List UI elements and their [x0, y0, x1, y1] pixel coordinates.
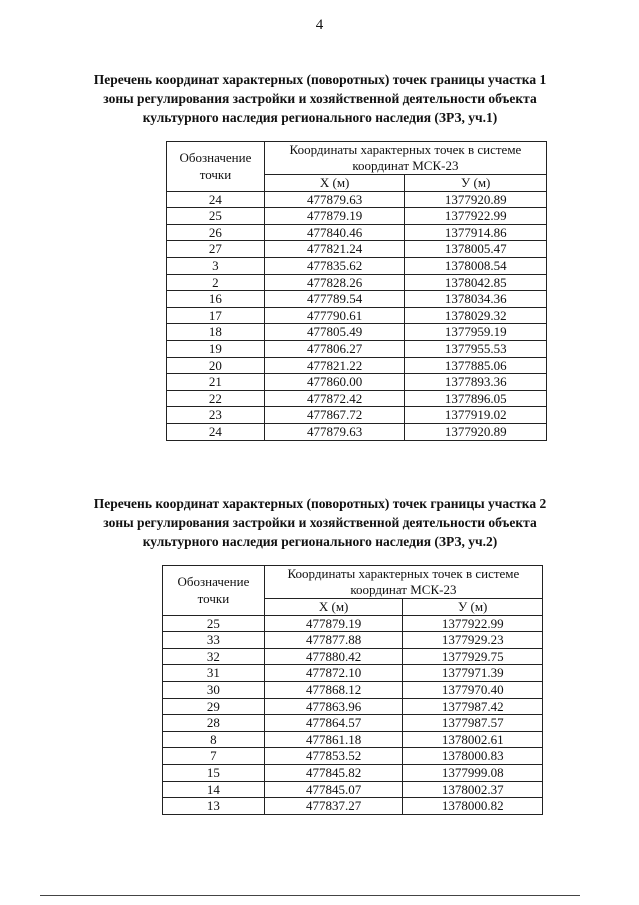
- section-1-heading: [80, 70, 560, 127]
- y-coordinate-cell: 1377929.75: [403, 648, 543, 665]
- table-row: [163, 698, 543, 715]
- table-row: [167, 407, 547, 424]
- point-id-cell: 29: [163, 698, 265, 715]
- x-coordinate-cell: 477790.61: [264, 307, 405, 324]
- section-2-heading: [80, 494, 560, 551]
- point-id-cell: 16: [167, 291, 265, 308]
- y-coordinate-cell: 1378034.36: [405, 291, 547, 308]
- point-id-cell: 27: [167, 241, 265, 258]
- table-row: [163, 681, 543, 698]
- table-row: [167, 257, 547, 274]
- x-coordinate-cell: 477845.82: [264, 764, 403, 781]
- point-id-cell: 14: [163, 781, 265, 798]
- x-coordinate-cell: 477835.62: [264, 257, 405, 274]
- x-coordinate-cell: 477845.07: [264, 781, 403, 798]
- table-row: [167, 241, 547, 258]
- table-row: [167, 274, 547, 291]
- x-coordinate-cell: 477879.63: [264, 191, 405, 208]
- x-coordinate-cell: 477821.24: [264, 241, 405, 258]
- point-id-cell: 20: [167, 357, 265, 374]
- y-coordinate-cell: 1377885.06: [405, 357, 547, 374]
- x-coordinate-cell: 477860.00: [264, 374, 405, 391]
- y-coordinate-cell: 1377922.99: [405, 208, 547, 225]
- y-coordinate-cell: 1377970.40: [403, 681, 543, 698]
- point-id-cell: 25: [163, 615, 265, 632]
- heading-line: зоны регулирования застройки и хозяйственной деятельности объекта: [103, 91, 537, 106]
- point-id-cell: 22: [167, 390, 265, 407]
- table-row: [163, 731, 543, 748]
- heading-line: культурного наследия регионального наследия (ЗРЗ, уч.1): [142, 110, 498, 125]
- point-id-cell: 17: [167, 307, 265, 324]
- x-coordinate-cell: 477805.49: [264, 324, 405, 341]
- table-row: [163, 632, 543, 649]
- x-coordinate-cell: 477872.42: [264, 390, 405, 407]
- table-row: [167, 324, 547, 341]
- page-number: 4: [315, 17, 324, 33]
- x-coordinate-cell: 477864.57: [264, 715, 403, 732]
- x-coordinate-cell: 477840.46: [264, 224, 405, 241]
- table-row: [163, 665, 543, 682]
- x-coordinate-cell: 477879.63: [264, 423, 405, 440]
- header-x: Х (м): [264, 175, 405, 192]
- x-coordinate-cell: 477872.10: [264, 665, 403, 682]
- coordinates-table-1: [166, 141, 547, 441]
- x-coordinate-cell: 477789.54: [264, 291, 405, 308]
- point-id-cell: 23: [167, 407, 265, 424]
- y-coordinate-cell: 1377929.23: [403, 632, 543, 649]
- x-coordinate-cell: 477837.27: [264, 798, 403, 815]
- heading-line: Перечень координат характерных (поворотных) точек границы участка 1: [93, 72, 547, 87]
- point-id-cell: 8: [163, 731, 265, 748]
- header-y: У (м): [405, 175, 547, 192]
- point-id-cell: 24: [167, 191, 265, 208]
- bottom-rule: [40, 895, 580, 896]
- table-1-body: [167, 191, 547, 440]
- y-coordinate-cell: 1377999.08: [403, 764, 543, 781]
- y-coordinate-cell: 1378042.85: [405, 274, 547, 291]
- header-y: У (м): [403, 599, 543, 616]
- point-id-cell: 18: [167, 324, 265, 341]
- y-coordinate-cell: 1377893.36: [405, 374, 547, 391]
- table-row: [163, 764, 543, 781]
- y-coordinate-cell: 1377896.05: [405, 390, 547, 407]
- x-coordinate-cell: 477828.26: [264, 274, 405, 291]
- y-coordinate-cell: 1377955.53: [405, 340, 547, 357]
- y-coordinate-cell: 1378008.54: [405, 257, 547, 274]
- y-coordinate-cell: 1377914.86: [405, 224, 547, 241]
- point-id-cell: 31: [163, 665, 265, 682]
- y-coordinate-cell: 1378005.47: [405, 241, 547, 258]
- x-coordinate-cell: 477879.19: [264, 208, 405, 225]
- x-coordinate-cell: 477867.72: [264, 407, 405, 424]
- coordinates-table-2: [162, 565, 543, 815]
- table-row: [167, 390, 547, 407]
- x-coordinate-cell: 477853.52: [264, 748, 403, 765]
- y-coordinate-cell: 1377922.99: [403, 615, 543, 632]
- x-coordinate-cell: 477806.27: [264, 340, 405, 357]
- header-point: Обозначение точки: [163, 566, 265, 616]
- table-row: [167, 191, 547, 208]
- point-id-cell: 28: [163, 715, 265, 732]
- table-row: [163, 798, 543, 815]
- x-coordinate-cell: 477880.42: [264, 648, 403, 665]
- point-id-cell: 25: [167, 208, 265, 225]
- table-row: [163, 748, 543, 765]
- table-row: [167, 224, 547, 241]
- y-coordinate-cell: 1377920.89: [405, 191, 547, 208]
- x-coordinate-cell: 477821.22: [264, 357, 405, 374]
- y-coordinate-cell: 1377987.42: [403, 698, 543, 715]
- x-coordinate-cell: 477879.19: [264, 615, 403, 632]
- header-point: Обозначение точки: [167, 142, 265, 192]
- y-coordinate-cell: 1377919.02: [405, 407, 547, 424]
- y-coordinate-cell: 1377920.89: [405, 423, 547, 440]
- table-row: [163, 715, 543, 732]
- x-coordinate-cell: 477877.88: [264, 632, 403, 649]
- point-id-cell: 26: [167, 224, 265, 241]
- table-row: [163, 781, 543, 798]
- y-coordinate-cell: 1377987.57: [403, 715, 543, 732]
- x-coordinate-cell: 477868.12: [264, 681, 403, 698]
- point-id-cell: 30: [163, 681, 265, 698]
- point-id-cell: 3: [167, 257, 265, 274]
- table-row: [167, 340, 547, 357]
- point-id-cell: 15: [163, 764, 265, 781]
- y-coordinate-cell: 1377959.19: [405, 324, 547, 341]
- point-id-cell: 2: [167, 274, 265, 291]
- table-row: [167, 423, 547, 440]
- point-id-cell: 24: [167, 423, 265, 440]
- point-id-cell: 33: [163, 632, 265, 649]
- table-row: [163, 648, 543, 665]
- point-id-cell: 7: [163, 748, 265, 765]
- x-coordinate-cell: 477863.96: [264, 698, 403, 715]
- y-coordinate-cell: 1378029.32: [405, 307, 547, 324]
- y-coordinate-cell: 1377971.39: [403, 665, 543, 682]
- heading-line: зоны регулирования застройки и хозяйственной деятельности объекта: [103, 515, 537, 530]
- y-coordinate-cell: 1378000.82: [403, 798, 543, 815]
- y-coordinate-cell: 1378000.83: [403, 748, 543, 765]
- header-coordinate-system: Координаты характерных точек в системе координат МСК-23: [264, 142, 546, 175]
- header-x: Х (м): [264, 599, 403, 616]
- header-coordinate-system: Координаты характерных точек в системе координат МСК-23: [264, 566, 542, 599]
- point-id-cell: 19: [167, 340, 265, 357]
- table-row: [167, 374, 547, 391]
- y-coordinate-cell: 1378002.37: [403, 781, 543, 798]
- table-row: [167, 291, 547, 308]
- table-row: [167, 357, 547, 374]
- table-2-body: [163, 615, 543, 814]
- point-id-cell: 21: [167, 374, 265, 391]
- table-row: [163, 615, 543, 632]
- x-coordinate-cell: 477861.18: [264, 731, 403, 748]
- point-id-cell: 13: [163, 798, 265, 815]
- heading-line: Перечень координат характерных (поворотных) точек границы участка 2: [93, 496, 547, 511]
- heading-line: культурного наследия регионального наследия (ЗРЗ, уч.2): [142, 534, 498, 549]
- point-id-cell: 32: [163, 648, 265, 665]
- y-coordinate-cell: 1378002.61: [403, 731, 543, 748]
- table-row: [167, 208, 547, 225]
- table-row: [167, 307, 547, 324]
